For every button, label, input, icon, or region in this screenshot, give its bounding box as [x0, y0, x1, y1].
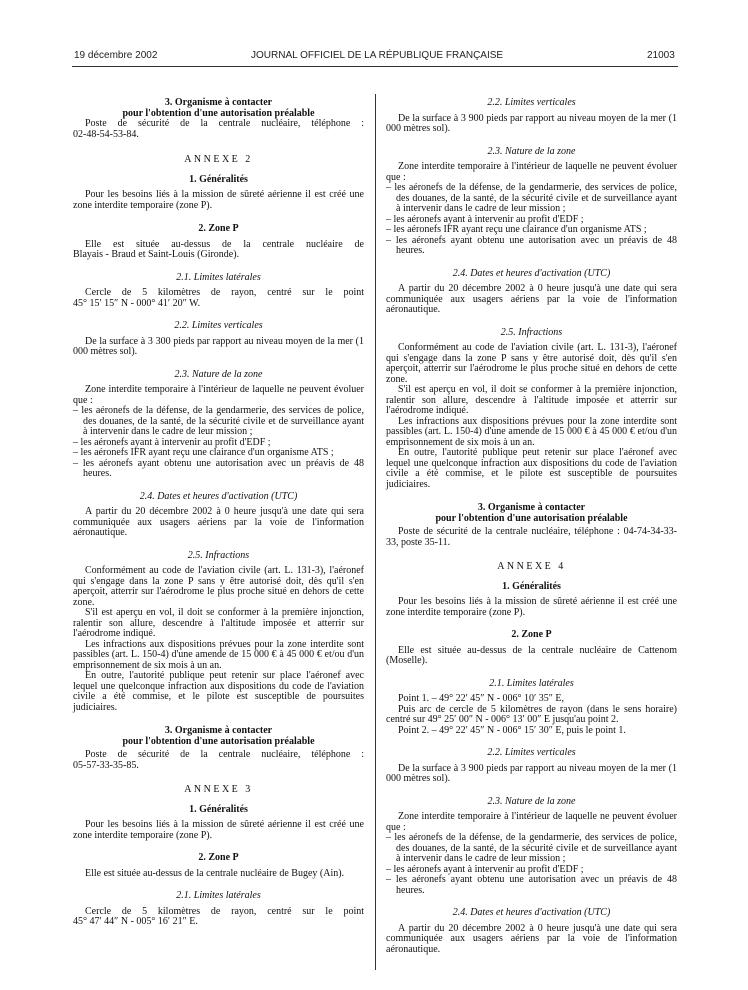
paragraph: Zone interdite temporaire à l'intérieur de laquelle ne peuvent évoluer que :: [73, 384, 364, 406]
section-heading: pour l'obtention d'une autorisation préalable: [122, 107, 315, 119]
annex-title: ANNEXE 3: [184, 784, 253, 795]
aircraft-list: [73, 406, 364, 480]
page-number: 21003: [647, 50, 675, 61]
paragraph: A partir du 20 décembre 2002 à 0 heure jusqu'à une date qui sera communiquée aux usagers aériens par la voie de l'information aéronautique.: [73, 506, 364, 538]
subsection-heading: 2.2. Limites verticales: [487, 97, 576, 108]
coordinates: Point 2. – 49° 22′ 45″ N - 006° 15′ 30″ E, puis le point 1.: [398, 724, 626, 736]
paragraph: Elle est située au-dessus de la centrale nucléaire de: [85, 238, 364, 250]
paragraph: De la surface à 3 300 pieds par rapport au niveau moyen de la mer (1 000 mètres sol).: [73, 335, 364, 357]
paragraph: Zone interdite temporaire à l'intérieur de laquelle ne peuvent évoluer que :: [386, 811, 677, 833]
list-item: – les aéronefs ayant obtenu une autorisation avec un préavis de 48 heures.: [386, 874, 677, 896]
subsection-heading: 2.3. Nature de la zone: [487, 795, 576, 807]
paragraph: De la surface à 3 900 pieds par rapport au niveau moyen de la mer (1 000 mètres sol).: [386, 112, 677, 134]
paragraph: Conformément au code de l'aviation civile (art. L. 131-3), l'aéronef qui s'engage dans la zone P sans y être autorisé doit, dès qu'il s'en aperçoit, atterrir sur l'aérodrome le plus proche situé en dehors de cette zone.: [386, 342, 677, 385]
annex1-contact-section: [73, 98, 364, 140]
list-item: – les aéronefs ayant à intervenir au profit d'EDF ;: [73, 436, 271, 448]
paragraph: A partir du 20 décembre 2002 à 0 heure jusqu'à une date qui sera communiquée aux usagers aériens par la voie de l'information aéronautique.: [386, 922, 677, 955]
header-rule: [72, 66, 678, 67]
section-heading: 1. Généralités: [189, 803, 248, 815]
list-item: – les aéronefs ayant à intervenir au profit d'EDF ;: [386, 213, 584, 225]
section-heading: 1. Généralités: [189, 173, 248, 185]
section-heading: 3. Organisme à contacter: [477, 502, 586, 513]
coordinates: 45° 15′ 15″ N - 000° 41′ 20″ W.: [73, 297, 201, 309]
paragraph: Blayais - Braud et Saint-Louis (Gironde).: [73, 249, 240, 260]
list-item: – les aéronefs IFR ayant reçu une clairance d'un organisme ATS ;: [73, 447, 334, 458]
left-column: [73, 98, 364, 928]
annex-title: ANNEXE 4: [497, 561, 566, 572]
list-item: – les aéronefs ayant obtenu une autorisation avec un préavis de 48 heures.: [73, 457, 364, 479]
subsection-heading: 2.1. Limites latérales: [176, 271, 261, 283]
subsection-heading: 2.4. Dates et heures d'activation (UTC): [452, 907, 611, 918]
list-item: – les aéronefs ayant obtenu une autorisation avec un préavis de 48 heures.: [386, 234, 677, 256]
journal-title: JOURNAL OFFICIEL DE LA RÉPUBLIQUE FRANÇAISE: [251, 50, 504, 61]
section-heading: pour l'obtention d'une autorisation préalable: [435, 512, 628, 524]
subsection-heading: 2.2. Limites verticales: [487, 747, 576, 758]
section-heading: 2. Zone P: [198, 223, 239, 234]
header-date: 19 décembre 2002: [74, 50, 158, 61]
paragraph: Pour les besoins liés à la mission de sûreté aérienne il est créé une zone interdite temporaire (zone P).: [73, 819, 364, 841]
paragraph: Puis arc de cercle de 5 kilomètres de rayon (dans le sens horaire) centré sur 49° 25′ 00″ N - 006° 13′ 00″ E jusqu'au point 2.: [386, 703, 677, 725]
section-heading: 3. Organisme à contacter: [164, 97, 273, 108]
paragraph: Poste de sécurité de la centrale nucléaire, téléphone :: [85, 118, 364, 129]
paragraph: Cercle de 5 kilomètres de rayon, centré sur le point: [85, 905, 364, 917]
section-heading: 2. Zone P: [198, 852, 239, 863]
list-item: – les aéronefs de la défense, de la gendarmerie, des services de police, des douanes, de la santé, de la sécurité civile et de surveillance ayant à intervenir dans le cadre de leur mission ;: [73, 405, 364, 437]
paragraph: Zone interdite temporaire à l'intérieur de laquelle ne peuvent évoluer que :: [386, 161, 677, 183]
section-heading: 3. Organisme à contacter: [164, 725, 273, 736]
list-item: – les aéronefs IFR ayant reçu une clairance d'un organisme ATS ;: [386, 224, 647, 235]
column-separator: [375, 94, 376, 970]
paragraph: S'il est aperçu en vol, il doit se conformer à la première injonction, ralentir son allure, descendre à l'altitude imposée et atterrir sur l'aérodrome indiqué.: [386, 384, 677, 416]
paragraph: Cercle de 5 kilomètres de rayon, centré sur le point: [85, 287, 364, 298]
phone-number: 05-57-33-35-85.: [73, 759, 139, 771]
subsection-heading: 2.3. Nature de la zone: [487, 145, 576, 157]
paragraph: A partir du 20 décembre 2002 à 0 heure jusqu'à une date qui sera communiquée aux usagers aériens par la voie de l'information aéronautique.: [386, 283, 677, 315]
subsection-heading: 2.3. Nature de la zone: [174, 368, 263, 380]
paragraph: Pour les besoins liés à la mission de sûreté aérienne il est créé une zone interdite temporaire (zone P).: [386, 596, 677, 618]
coordinates: 45° 47′ 44″ N - 005° 16′ 21″ E.: [73, 916, 198, 927]
aircraft-list: [386, 183, 677, 257]
annex-title: ANNEXE 2: [184, 154, 253, 165]
subsection-heading: 2.5. Infractions: [500, 326, 563, 338]
paragraph: En outre, l'autorité publique peut retenir sur place l'aéronef avec lequel une quelconque infraction aux dispositions du code de l'aviation civile a été commise, et le pilote est susceptible de poursuites judiciaires.: [73, 670, 364, 713]
paragraph: De la surface à 3 900 pieds par rapport au niveau moyen de la mer (1 000 mètres sol).: [386, 762, 677, 784]
paragraph: Elle est située au-dessus de la centrale nucléaire de Bugey (Ain).: [85, 867, 345, 879]
section-heading: 2. Zone P: [511, 629, 552, 640]
paragraph: Poste de sécurité de la centrale nucléaire, téléphone :: [85, 749, 364, 760]
list-item: – les aéronefs de la défense, de la gendarmerie, des services de police, des douanes, de la santé, de la sécurité civile et de surveillance ayant à intervenir dans le cadre de leur mission ;: [386, 182, 677, 214]
subsection-heading: 2.2. Limites verticales: [174, 320, 263, 331]
section-heading: 1. Généralités: [502, 580, 561, 592]
paragraph: Les infractions aux dispositions prévues pour la zone interdite sont passibles (art. L. 150-4) d'une amende de 15 000 € à 45 000 € et/ou d'un emprisonnement de six mois à un an.: [386, 415, 677, 448]
subsection-heading: 2.5. Infractions: [187, 549, 250, 561]
paragraph: En outre, l'autorité publique peut retenir sur place l'aéronef avec lequel une quelconque infraction aux dispositions du code de l'aviation civile a été commise, et le pilote est susceptible de poursuites judiciaires.: [386, 447, 677, 490]
paragraph: Elle est située au-dessus de la centrale nucléaire de Cattenom (Moselle).: [386, 644, 677, 666]
paragraph: Les infractions aux dispositions prévues pour la zone interdite sont passibles (art. L. 150-4) d'une amende de 15 000 € à 45 000 € et/ou d'un emprisonnement de six mois à un an.: [73, 638, 364, 671]
subsection-heading: 2.4. Dates et heures d'activation (UTC): [452, 267, 611, 279]
list-item: – les aéronefs de la défense, de la gendarmerie, des services de police, des douanes, de la santé, de la sécurité civile et de surveillance ayant à intervenir dans le cadre de leur mission ;: [386, 832, 677, 864]
coordinates: Point 1. – 49° 22′ 45″ N - 006° 10′ 35″ E,: [398, 693, 564, 704]
subsection-heading: 2.1. Limites latérales: [489, 677, 574, 689]
paragraph: S'il est aperçu en vol, il doit se conformer à la première injonction, ralentir son allure, descendre à l'altitude imposée et atterrir sur l'aérodrome indiqué.: [73, 607, 364, 639]
paragraph: Conformément au code de l'aviation civile (art. L. 131-3), l'aéronef qui s'engage dans la zone P sans y être autorisé doit, dès qu'il s'en aperçoit, atterrir sur l'aérodrome le plus proche situé en dehors de cette zone.: [73, 565, 364, 608]
paragraph: Pour les besoins liés à la mission de sûreté aérienne il est créé une zone interdite temporaire (zone P).: [73, 189, 364, 211]
aircraft-list: [386, 833, 677, 896]
list-item: – les aéronefs ayant à intervenir au profit d'EDF ;: [386, 863, 584, 875]
right-column: [386, 98, 677, 955]
paragraph: Poste de sécurité de la centrale nucléaire, téléphone : 04-74-34-33-33, poste 35-11.: [386, 526, 677, 548]
section-heading: pour l'obtention d'une autorisation préalable: [122, 735, 315, 747]
phone-number: 02-48-54-53-84.: [73, 128, 139, 140]
subsection-heading: 2.4. Dates et heures d'activation (UTC): [139, 490, 298, 502]
subsection-heading: 2.1. Limites latérales: [176, 890, 261, 901]
